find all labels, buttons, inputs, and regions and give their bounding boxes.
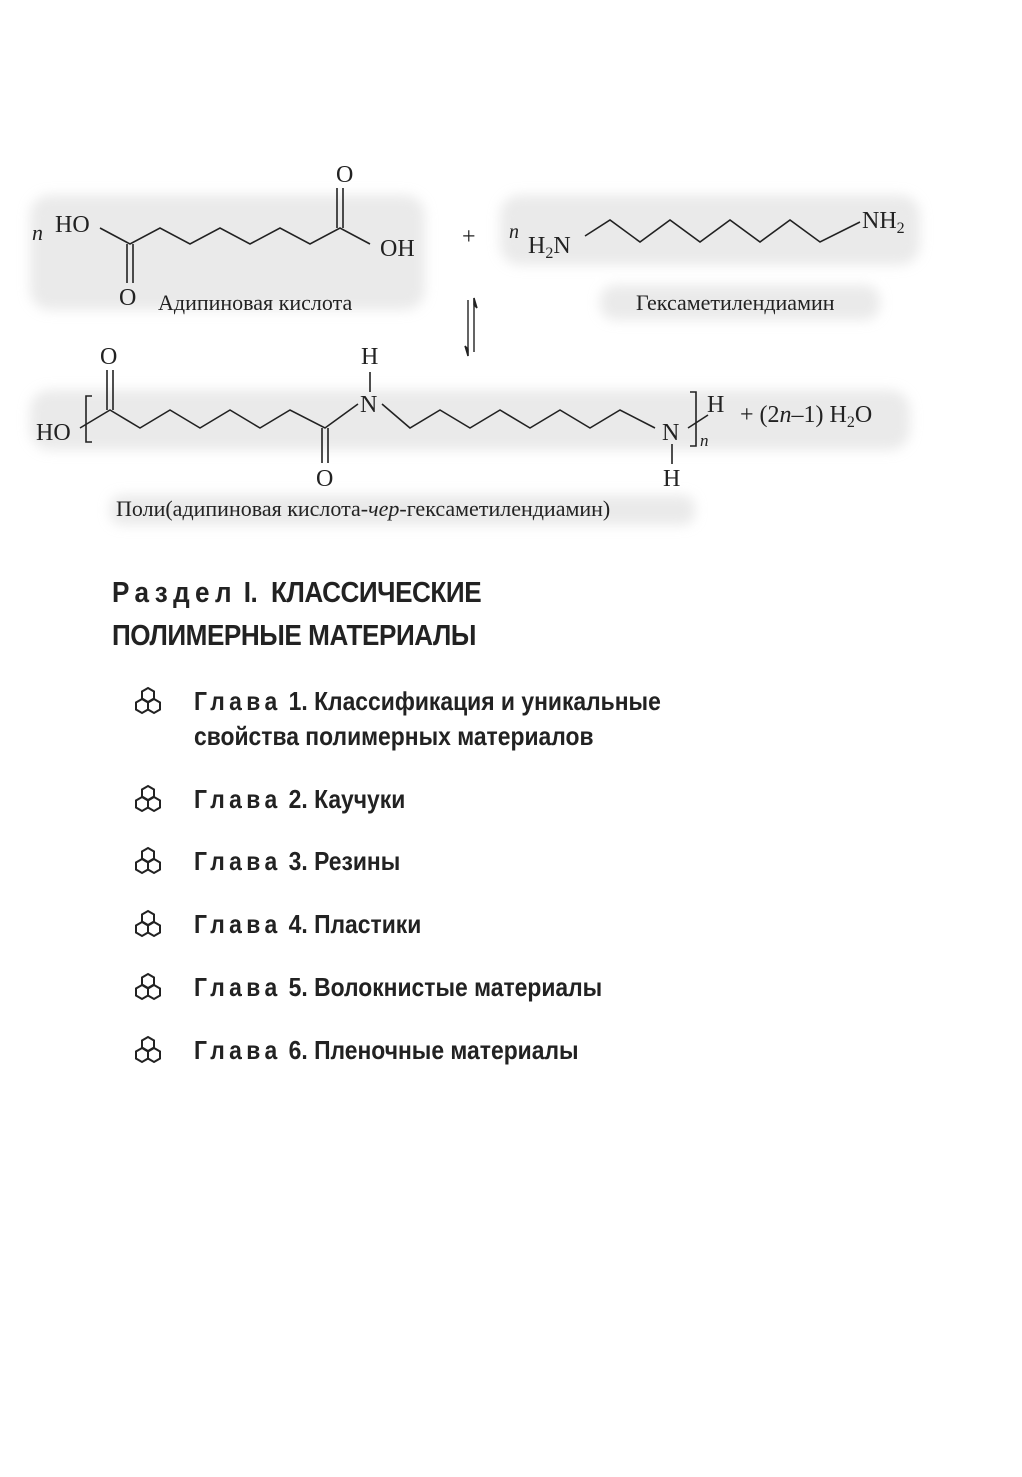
- polymer-n-amide-left: N: [360, 392, 378, 418]
- oh-right: OH: [380, 236, 415, 262]
- hmda-label: Гексаметилендиамин: [636, 290, 835, 315]
- section-title: [112, 572, 481, 658]
- section-prefix: Раздел: [112, 577, 237, 609]
- hexagon-cluster-icon: [130, 844, 166, 880]
- polymer-label: Поли(адипиновая кислота-чер-гексаметилендиамин): [116, 496, 611, 521]
- plus-sign: +: [462, 224, 476, 250]
- chapter-number: 5.: [288, 972, 308, 1002]
- chapter-prefix: Глава: [194, 686, 282, 716]
- chapter-number: 2.: [288, 784, 308, 814]
- section-title-line-1: [112, 572, 481, 615]
- section-title-text-1: КЛАССИЧЕСКИЕ: [270, 577, 482, 609]
- n-coefficient-right: n: [509, 221, 519, 243]
- chapter-prefix: Глава: [194, 909, 282, 939]
- chapter-title-3: [194, 844, 400, 879]
- polymer-n-amide-right: N: [662, 420, 680, 446]
- chapter-name: Резины: [314, 846, 401, 876]
- chapter-title-5: [194, 970, 602, 1005]
- chapter-prefix: Глава: [194, 972, 282, 1002]
- polymer-h-bottom: H: [663, 466, 681, 492]
- chapter-title-1: [194, 684, 661, 754]
- ho-left: HO: [55, 212, 90, 238]
- equilibrium-arrows: [465, 298, 477, 356]
- chapter-number: 6.: [288, 1035, 308, 1065]
- hexagon-cluster-icon: [130, 907, 166, 943]
- section-title-line-2: ПОЛИМЕРНЫЕ МАТЕРИАЛЫ: [112, 620, 476, 652]
- chapter-name-line-2: свойства полимерных материалов: [194, 721, 594, 751]
- hexagon-cluster-icon: [130, 970, 166, 1006]
- hexagon-cluster-icon: [130, 782, 166, 818]
- section-number: I.: [243, 577, 258, 609]
- polymer-h-end: H: [707, 392, 725, 418]
- polymer-ho-end: HO: [36, 420, 71, 446]
- o-bottom: O: [119, 285, 137, 311]
- chapter-title-4: [194, 907, 421, 942]
- chapter-name: Волокнистые материалы: [314, 972, 603, 1002]
- hexagon-cluster-icon: [130, 1033, 166, 1069]
- chapter-number: 1.: [288, 686, 308, 716]
- chapter-name: Пластики: [314, 909, 422, 939]
- chapter-name: Пленочные материалы: [314, 1035, 579, 1065]
- polycondensation-scheme: [0, 0, 1022, 540]
- n-coefficient-left: n: [32, 220, 43, 245]
- polymer-o-bottom: O: [316, 466, 334, 492]
- chapter-number: 3.: [288, 846, 308, 876]
- water-byproduct: + (2n–1) $H_2O$: [740, 402, 873, 431]
- nh2-group: $NH_2$: [862, 208, 905, 237]
- chapter-prefix: Глава: [194, 846, 282, 876]
- polymer-repeat-index: n: [700, 431, 709, 450]
- chapter-prefix: Глава: [194, 784, 282, 814]
- hexagon-cluster-icon: [130, 684, 166, 720]
- o-top: O: [336, 162, 354, 188]
- chapter-prefix: Глава: [194, 1035, 282, 1065]
- chapter-name: Каучуки: [314, 784, 406, 814]
- chapter-number: 4.: [288, 909, 308, 939]
- polymer-o-top: O: [100, 344, 118, 370]
- chapter-title-6: [194, 1033, 579, 1068]
- adipic-acid-label: Адипиновая кислота: [158, 290, 353, 315]
- h2n-group: $H_2N$: [528, 233, 571, 262]
- chapter-title-2: [194, 782, 405, 817]
- polymer-h-top: H: [361, 344, 379, 370]
- chapter-name: Классификация и уникальные: [314, 686, 661, 716]
